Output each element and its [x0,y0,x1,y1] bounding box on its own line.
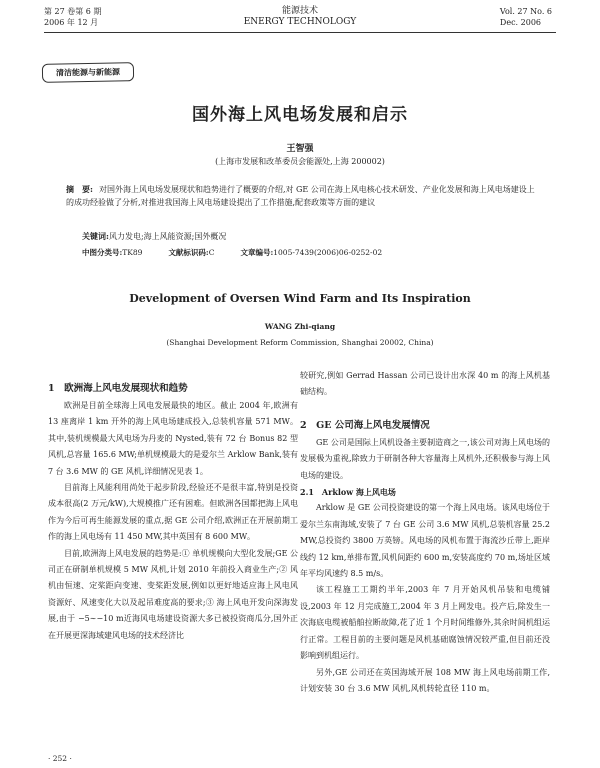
subsection-heading-2-1: 2.1 Arklow 海上风电场 [300,487,396,498]
paper-title: 国外海上风电场发展和启示 [192,105,408,125]
section-heading-2: 2 GE 公司海上风电发展情况 [300,419,430,431]
paragraph: 欧洲是目前全球海上风电发展最快的地区。截止 2004 年,欧洲有 13 座离岸 1 km 开外的海上风电场建成投入,总装机容量 571 MW。其中,装机规模最大风电场为丹麦的 Nysted,装有 72 台 Bonus 82 型风机,总容量 165.6 MW;单机规模最大的是爱尔兰 Arklow Bank,装有 7 台 3.6 MW 的 GE 风机,详细情况见表 1。 [48,401,298,476]
author-name: 王智强 [286,144,314,154]
english-affiliation: (Shanghai Development Reform Commission, Shanghai 20002, China) [166,338,434,347]
keywords-label: 关键词: [82,231,109,241]
paragraph: Arklow 是 GE 公司投资建设的第一个海上风电场。该风电场位于爱尔兰东南海域,安装了 7 台 GE 公司 3.6 MW 风机,总装机容量 25.2 MW,总投资约 3800 万英镑。风电场的风机布置于海流沙丘带上,距岸线约 12 km,单排布置,风机间距约 600 m,安装高度约 70 m,场址区域年平均风速约 8.5 m/s。 [300,503,550,579]
header-right-line2: Dec. 2006 [499,18,541,27]
paragraph: GE 公司是国际上风机设备主要制造商之一,该公司对海上风电场的发展极为重视,除致力于研制各种大容量海上风机外,还积极参与海上风电场的建设。 [300,437,550,480]
article-id-value: 1005-7439(2006)06-0252-02 [273,248,383,257]
clc-value: TK89 [122,248,143,257]
running-header [0,6,600,40]
clc-label: 中图分类号: [82,248,123,257]
left-column [48,372,298,644]
column-tag: 清洁能源与新能源 [42,62,134,83]
article-id-label: 文章编号: [240,248,274,257]
classification-line [82,246,542,259]
header-volume-en [500,6,552,28]
paragraph: 目前海上风能利用尚处于起步阶段,经验还不是很丰富,特别是投资成本很高(2 万元/kW),大规模推广还有困难。但欧洲各国都把海上风电作为今后可再生能源发展的重点,据 GE 公司介绍,欧洲正在开展前期工作的海上风电场有 11 450 MW,其中英国有 8 600 MW。 [48,483,298,542]
journal-name-en: ENERGY TECHNOLOGY [243,17,357,27]
page-number: · 252 · [48,754,72,763]
journal-name-cn: 能源技术 [281,6,318,16]
header-left-line2: 2006 年 12 月 [44,18,99,27]
header-left-line1: 第 27 卷第 6 期 [44,7,102,16]
abstract-label: 摘 要: [66,184,93,194]
paragraph: 该工程施工工期约半年,2003 年 7 月开始风机吊装和电缆铺设,2003 年 12 月完成施工,2004 年 3 月上网发电。投产后,除发生一次海底电缆被船舶拉断故障,花了近 1 个月时间维修外,其余时间机组运行正常。工程目前的主要问题是风机基础腐蚀情况较严重,但目前还没影响到机组运行。 [300,585,550,661]
right-column [300,368,550,697]
paragraph: 较研究,例如 Gerrad Hassan 公司已设计出水深 40 m 的海上风机基础结构。 [300,371,550,397]
section-heading-1: 1 欧洲海上风电发展现状和趋势 [48,383,188,394]
abstract-text: 对国外海上风电场发展现状和趋势进行了概要的介绍,对 GE 公司在海上风电核心技术研发、产业化发展和海上风电场建设上的成功经验做了分析,对推进我国海上风电场建设提出了工作措施,配套政策等方面的建议 [66,185,535,207]
doc-code-label: 文献标识码: [168,248,209,257]
english-title: Development of Oversen Wind Farm and Its Inspiration [129,292,471,305]
keywords [82,230,542,243]
paragraph: 目前,欧洲海上风电发展的趋势是:① 单机规模向大型化发展;GE 公司正在研制单机规模 5 MW 风机,计划 2010 年前投入商业生产;② 风机由恒速、定桨距向变速、变桨距发展,例如以更好地适应海上风电风资源好、风速变化大以及起吊难度高的要求;③ 海上风电开发向深海发展,由于 −5∼−10 m近海风电场建设资源大多已被投资商瓜分,国外正在开展更深海域建风电场的技术经济比 [48,548,298,640]
header-right-line1: Vol. 27 No. 6 [499,7,552,16]
header-rule [44,32,556,33]
keywords-text: 风力发电;海上风能资源;国外概况 [108,232,227,241]
doc-code-value: C [208,248,215,257]
author-affiliation: (上海市发展和改革委员会能源处,上海 200002) [215,157,385,166]
english-author: WANG Zhi-qiang [264,322,336,331]
abstract [66,183,542,209]
paragraph: 另外,GE 公司还在英国海域开展 108 MW 海上风电场前期工作,计划安装 30 台 3.6 MW 风机,风机转轮直径 110 m。 [300,667,550,693]
